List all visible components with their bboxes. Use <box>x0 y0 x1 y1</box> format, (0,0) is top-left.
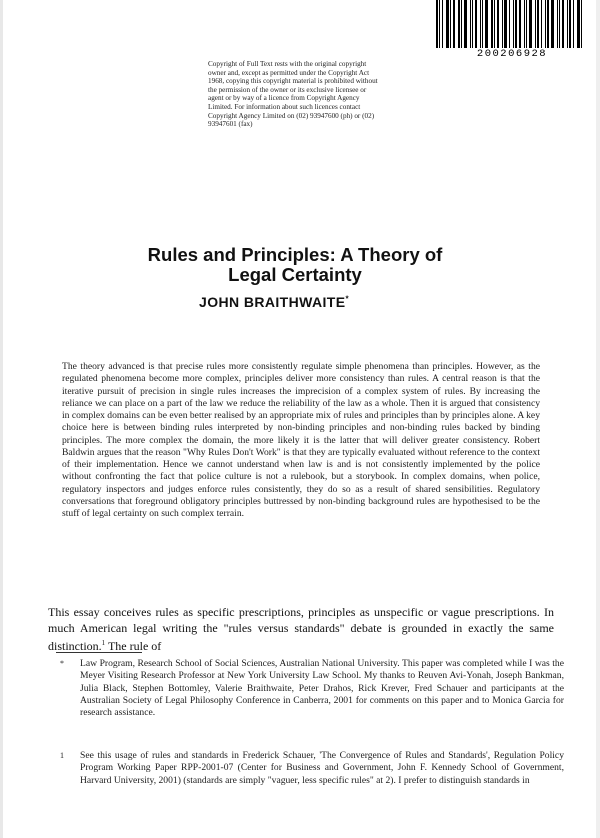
barcode-bar <box>494 0 495 48</box>
barcode-bar <box>551 0 554 48</box>
body-text: This essay conceives rules as specific prescriptions, principles as unspecific or vague prescriptions. In much American legal writing the "rules versus standards" debate is grounded in exactly the same distinction. <box>48 605 554 653</box>
scan-right-edge <box>596 0 600 838</box>
scan-left-edge <box>0 0 3 838</box>
barcode-bar <box>464 0 467 48</box>
barcode-bar <box>524 0 525 48</box>
barcode-bar <box>442 0 443 48</box>
paper-title-line-1: Rules and Principles: A Theory of <box>147 244 443 265</box>
barcode-bar <box>439 0 440 48</box>
author-footnote-marker: * <box>345 294 349 304</box>
barcode-bar <box>470 0 471 48</box>
author-name-text: JOHN BRAITHWAITE <box>199 294 346 310</box>
barcode-bar <box>502 0 503 48</box>
barcode-bar <box>509 0 510 48</box>
barcode-bar <box>557 0 558 48</box>
barcode-image <box>436 0 588 48</box>
barcode-bar <box>515 0 517 48</box>
barcode-number: 200206928 <box>476 48 548 60</box>
barcode-bar <box>535 0 536 48</box>
barcode-bar <box>545 0 546 48</box>
author-name <box>0 294 548 310</box>
barcode-bar <box>567 0 568 48</box>
barcode-bar <box>436 0 438 48</box>
barcode-bar <box>446 0 449 48</box>
barcode-bar <box>526 0 527 48</box>
barcode-bar <box>482 0 483 48</box>
barcode-bar <box>537 0 539 48</box>
footnote-text: Law Program, Research School of Social Sciences, Australian National University. This paper was completed while I was the Meyer Visiting Research Professor at New York University Law School. My thanks to Reuven Avi-Yonah, Joseph Bankman, Julia Black, Stephen Bottomley, Valerie Braithwaite, Peter Drahos, Rick Krever, Fred Schauer and participants at the Australian Society of Legal Philosophy Conference in Canberra, 2001 for comments on this paper and to Monica Garcia for research assistance. <box>80 658 564 719</box>
barcode-bar <box>461 0 462 48</box>
barcode-bar <box>569 0 571 48</box>
barcode-bar <box>497 0 499 48</box>
barcode-bar <box>472 0 473 48</box>
barcode-bar <box>581 0 582 48</box>
barcode-bar <box>577 0 580 48</box>
barcode-bar <box>547 0 549 48</box>
barcode-bar <box>458 0 460 48</box>
footnote-mark: * <box>60 659 64 668</box>
barcode-bar <box>453 0 455 48</box>
body-text-tail: The rule of <box>105 639 162 653</box>
barcode-bar <box>519 0 521 48</box>
barcode-bar <box>562 0 564 48</box>
footnote-mark: 1 <box>60 751 64 760</box>
body-paragraph <box>48 605 554 655</box>
barcode-bar <box>504 0 507 48</box>
copyright-notice: Copyright of Full Text rests with the original copyright owner and, except as permitted under the Copyright Act 1968, copying this copyright material is prohibited without the permission of the owner or its exclusive licensee or agent or by way of a licence from Copyright Agency Limited. For information about such licences contact Copyright Agency Limited on (02) 93947600 (ph) or (02) 93947601 (fax) <box>208 60 378 129</box>
footnote-reference-1: 1 <box>101 639 106 647</box>
abstract: The theory advanced is that precise rules more consistently regulate simple phenomena than principles. However, as the regulated phenomena become more complex, principles deliver more consistency than rules. A central reason is that the iterative pursuit of precision in single rules increases the imprecision of a complex system of rules. By increasing the reliance we can place on a part of the law we reduce the reliability of the law as a whole. Then it is argued that consistency in complex domains can be even better realised by an appropriate mix of rules and principles than by principles alone. A key choice here is between binding rules interpreted by non-binding principles and non-binding rules backed by binding principles. The more complex the domain, the more likely it is the latter that will deliver greater consistency. Robert Baldwin argues that the reason "Why Rules Don't Work" is that they are typically evaluated without reference to the context of their implementation. Hence we cannot understand when law is and is not consistently implemented by the police without confronting the fact that police culture is not a rulebook, but a storybook. In complex domains, when police, regulatory inspectors and judges enforce rules consistently, they do so as a result of shared sensibilities. Regulatory conversations that foreground obligatory principles buttressed by non-binding background rules are hypothesised to be the stuff of legal certainty on such complex terrain. <box>62 361 540 519</box>
barcode-bar <box>529 0 532 48</box>
barcode-bar <box>475 0 477 48</box>
paper-title-line-2: Legal Certainty <box>228 264 362 285</box>
barcode-bar <box>573 0 574 48</box>
barcode-bar <box>513 0 514 48</box>
barcode-bar <box>450 0 451 48</box>
barcode-bar <box>541 0 542 48</box>
barcode-bar <box>480 0 481 48</box>
footnote-separator <box>56 652 142 653</box>
barcode-bar <box>485 0 488 48</box>
footnote-text: See this usage of rules and standards in Frederick Schauer, 'The Convergence of Rules and Standards', Regulation Policy Program Working Paper RPP-2001-07 (Center for Business and Government, John F. Kennedy School of Government, Harvard University, 2001) (standards are simply "vaguer, less specific rules" at 2). I prefer to distinguish standards in <box>80 750 564 786</box>
barcode-bar <box>491 0 493 48</box>
barcode-bar <box>559 0 560 48</box>
